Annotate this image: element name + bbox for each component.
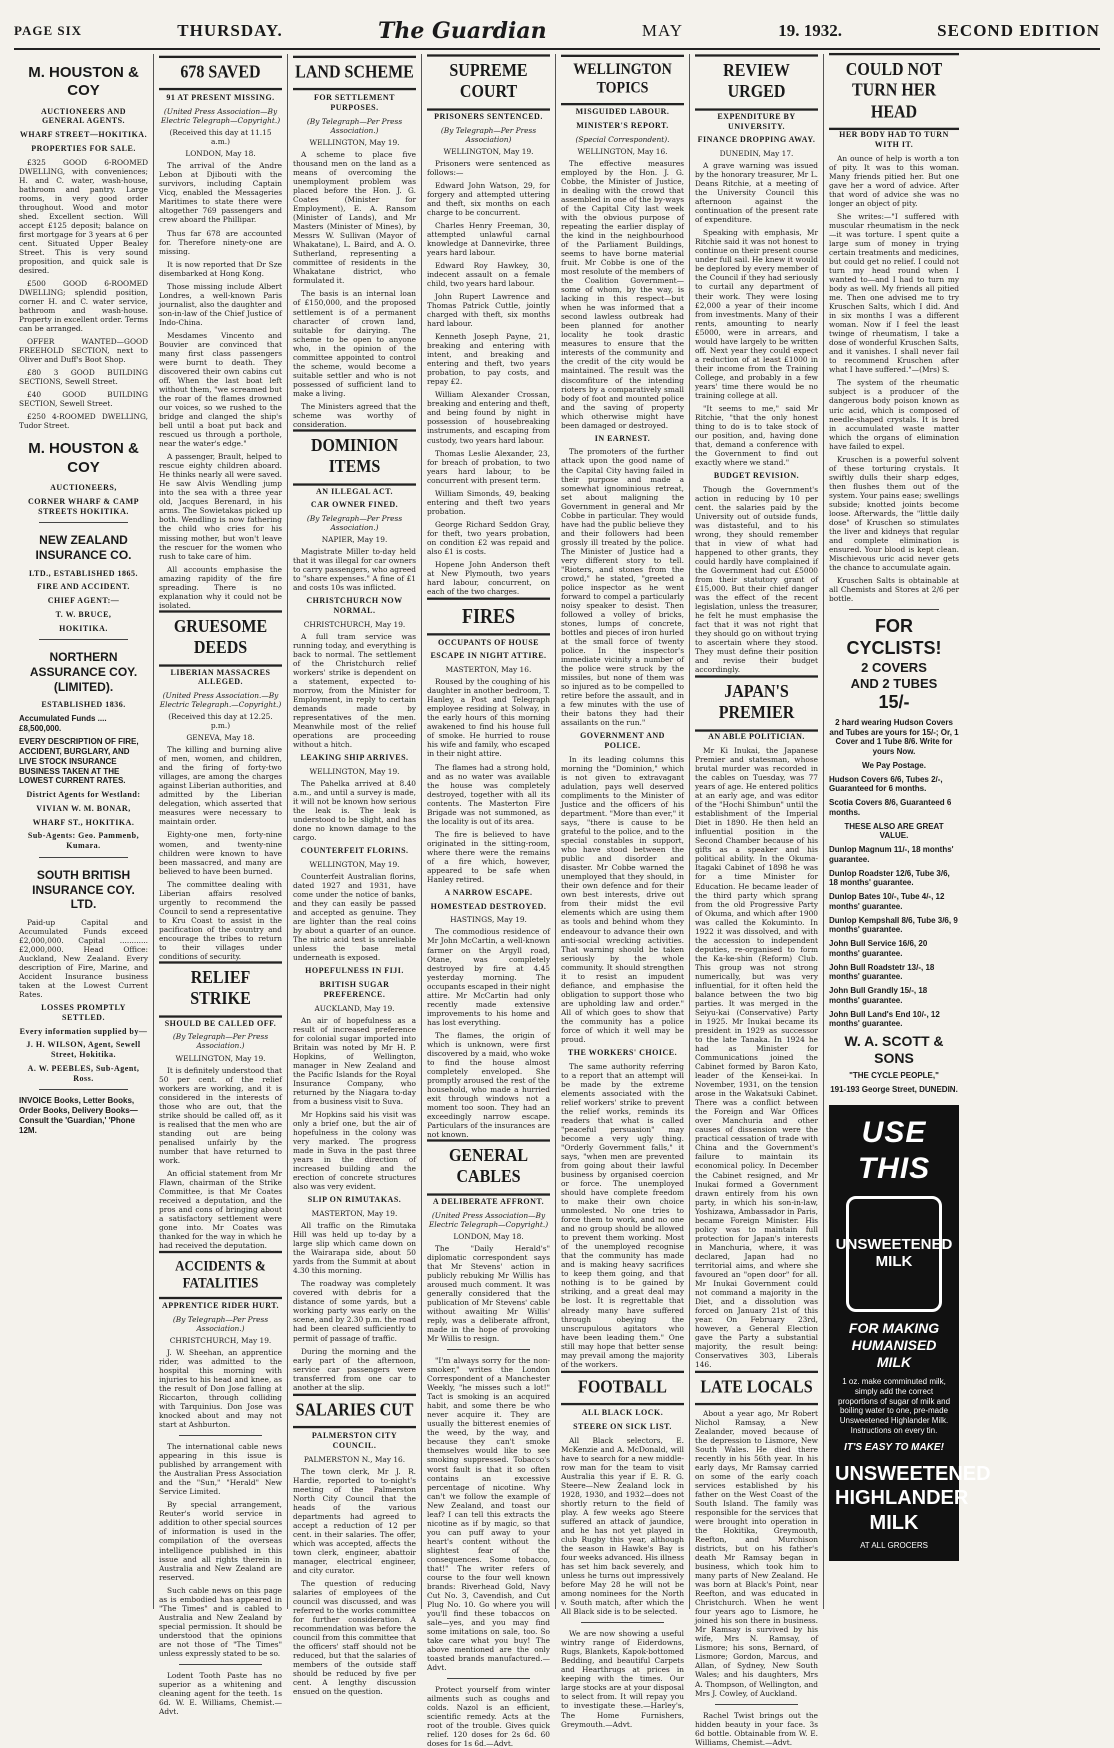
insurer-established: LTD., ESTABLISHED 1865.	[28, 568, 139, 578]
article-dateline: AUCKLAND, May 19.	[314, 1003, 395, 1013]
divider	[447, 1678, 530, 1679]
article-subheading: HOMESTEAD DESTROYED.	[430, 901, 547, 911]
cyclist-ad-line: AND 2 TUBES	[850, 675, 938, 691]
article-paragraph: The question of reducing salaries of employees of the council was discussed, and was referred to the works committee for further consideration. A recommendation was before the council from this committee that the officers' staff should not be reduced, but that the salaries of members of the outside staff should be reduced by five per cent. A lengthy discussion ensued on the question.	[293, 1579, 416, 1697]
insurer-agent-name: VIVIAN W. M. BONAR,	[36, 803, 131, 813]
article-headline: COULD NOT TURN HER HEAD	[829, 53, 959, 130]
property-listing: OFFER WANTED—GOOD FREEHOLD SECTION, next to Oliver and Duff's Boot Shop.	[19, 337, 148, 365]
article-paragraph: She writes:—"I suffered with muscular rheumatism in the neck—it was torture. I spent quite a large sum of money in trying certain treatments and medicines, but could get no relief. I could not turn my head round when I wanted to—and I had to turn my body as well. My friends all pitied me. Then one advised me to try Kruschen Salts, which I did. And in six months I was a different woman. Now if I feel the least twinge of rheumatism, I take a dose of wonderful Kruschen Salts, and it vanishes. I shall never fail to recommend Kruschen after what I have suffered."—(Mrs) S.	[829, 211, 959, 375]
cyclist-ad-item: THESE ALSO ARE GREAT VALUE.	[844, 821, 944, 841]
article-subheading: PRISONERS SENTENCED.	[434, 111, 543, 121]
article-paragraph: All Black selectors, E. McKenzie and A. McDonald, will have to search for a new middle-row man for the team to visit Australia this year if E. R. G. Steere—New Zealand lock in 1928, 1930, and 1932—does not shortly return to the field of play. A few weeks ago Steere suffered an attack of jaundice, and he has not yet played in club Rugby this year, although the season in Hawke's Bay is four weeks advanced. His illness has set him back severely, and unless he turns out impressively before May 28 he will not be among nominees for the North v. South match, after which the All Black side is to be selected.	[561, 1435, 684, 1617]
milk-ad-description: 1 oz. make comminuted milk, simply add the correct proportions of sugar of milk and boiling water to one, pre-made Unsweetened Highlander Milk. Instructions on every tin.	[837, 1377, 951, 1435]
article-credit: (United Press Association—By Electric Telegraph—Copyright.)	[160, 107, 281, 126]
article-paragraph: It is now reported that Dr Sze disembarked at Hong Kong.	[159, 259, 282, 278]
article-paragraph: The fire is believed to have originated in the sitting-room, where there were the remains of a fire which, however, appeared to be safe when Hanley retired.	[427, 829, 550, 884]
insurer-funds: Accumulated Funds .... £8,500,000.	[19, 713, 107, 733]
article-headline: SUPREME COURT	[427, 54, 550, 110]
article-paragraph: The promoters of the further attack upon the good name of the Capital City having failed in their purpose and made a somewhat ignominious retreat, set about maligning the Government in general and Mr Cobbe in particular. They would have had the public believe they and their followers had been grossly ill treated by the police. The Minister of Justice had a very different story to tell. "Rioters, and stones from the crowd," he stated, "greeted a police inspector as he went forward to compel a particularly noisy speaker to desist. Then followed a volley of bricks, stones, lumps of concrete, bottles and pieces of iron hurled at the small force of twenty police. In the inspector's immediate vicinity a number of the police were struck by the missiles, but none of them was so injured as to be compelled to retire before the assault, and in a few minutes with the use of their batons they had their assailants on the run."	[561, 447, 684, 728]
article-paragraph: The system of the rheumatic subject is a producer of the dangerous body poison known as uric acid, which is composed of needle-shaped crystals. It is bred in accumulated waste matter which the organs of elimination have failed to expel.	[829, 378, 959, 451]
article-headline: FOOTBALL	[561, 1370, 684, 1405]
article-subheading: FOR SETTLEMENT PURPOSES.	[313, 93, 395, 113]
article-headline: WELLINGTON TOPICS	[561, 55, 684, 106]
divider	[849, 609, 939, 610]
article-paragraph: Those missing include Albert Londres, a well-known Paris journalist, also the daughter and son-in-law of the Chief Justice of Indo-China.	[159, 281, 282, 327]
article-paragraph: The roadway was completely covered with debris for a distance of some yards, but a working party was early on the scene, and by 2.30 p.m. the road had been cleared sufficiently to permit of passage of traffic.	[293, 1279, 416, 1343]
insurer-losses: LOSSES PROMPTLY SETTLED.	[41, 1003, 126, 1022]
article-dateline: WELLINGTON, May 19.	[443, 146, 534, 156]
firm-address: CORNER WHARF & CAMP STREETS HOKITIKA.	[27, 496, 140, 516]
cyclist-ad-postage: We Pay Postage.	[862, 760, 926, 770]
article-paragraph: Prisoners were sentenced as follows:—	[427, 158, 550, 177]
cyclist-ad-item: Dunlop Magnum 11/-, 18 months' guarantee.	[829, 845, 954, 864]
article-dateline: WELLINGTON, May 19.	[309, 137, 400, 147]
article-paragraph: An ounce of help is worth a ton of pity. It was to this woman. Many friends pitied her. But one gave her a word of advice. After that word of advice she was no longer an object of pity.	[829, 153, 959, 208]
article-paragraph: Kruschen is a powerful solvent of these torturing crystals. It swiftly dulls their sharp edges, then flushes them out of the system. Your pains ease; swellings subside; knotted joints become loose. Afterwards, the "little daily dose" of Kruschen so stimulates the liver and kidneys that regular and complete elimination is ensured. Your blood is kept clean. Mischievous uric acid never gets the chance to accumulate again.	[829, 454, 959, 573]
cyclist-ad-item: John Bull Service 16/6, 20 months' guarantee.	[829, 939, 928, 958]
article-credit: (United Press Association.—By Electric Telegraph.—Copyright.)	[159, 691, 282, 710]
article-subheading: OCCUPANTS OF HOUSE	[437, 637, 539, 647]
article-paragraph: The same authority referring to a report that an attempt will be made by the extreme elements associated with the relief workers' strike to prevent the relief works, reminds its readers that what is called "peaceful persuasion" may become a very ugly thing. "Orderly Government falls," it says, "when men are prevented from going about their lawful business by organised coercion or force. The unemployed should have complete freedom to make their own choice unmolested. No one tries to force them to work, and no one and no group should be allowed to prevent them working. Most of the unemployed recognise that the community has made and is making heavy sacrifices to keep them going, and that nothing is to be gained by striking, and a great deal may be lost. It is regrettable that already many have suffered through obeying the unscrupulous agitators who have been leading them." One still may hope that better sense may prevail among the majority of the workers.	[561, 1061, 684, 1369]
notice-paragraph: The international cable news appearing in this issue is published by arrangement with the Australian Press Association and the "Sun," "Herald" New Service Limited.	[159, 1442, 282, 1497]
article-headline: DOMINION ITEMS	[293, 429, 416, 485]
article-headline: FIRES	[427, 598, 550, 636]
article-headline: SALARIES CUT	[293, 1393, 416, 1428]
firm-name: M. HOUSTON & COY	[28, 64, 139, 100]
insurer-agent-label: CHIEF AGENT:—	[47, 596, 120, 606]
article-paragraph: An official statement from Mr Flawn, chairman of the Strike Committee, is that Mr Coates received a deputation, and the pros and cons of bringing about a satisfactory settlement were gone into. Mr Coates was thanked for the way in which he had received the deputation.	[159, 1168, 282, 1251]
article-headline: LAND SCHEME	[293, 56, 416, 91]
article-dateline: GENEVA, May 18.	[186, 733, 255, 743]
article-subheading: CHRISTCHURCH NOW NORMAL.	[306, 596, 403, 616]
article-subheading: ALL BLACK LOCK.	[581, 1408, 664, 1418]
article-paragraph: Kenneth Joseph Payne, 21, breaking and entering with intent, and breaking and entering and theft, two years probation, to pay costs, and repay £2.	[427, 332, 550, 387]
column-6	[690, 54, 824, 1747]
advert-paragraph: Protect yourself from winter ailments such as coughs and colds. Nazol is an efficient, scientific remedy. Acts at the root of the trouble. Gives quick relief. 120 doses for 2s 6d. 60 doses for 1s 6d.—Advt.	[427, 1685, 550, 1748]
insurer-name: NORTHERN ASSURANCE COY. (LIMITED).	[29, 650, 138, 694]
divider	[581, 1622, 664, 1623]
milk-ad-for: FOR MAKING HUMANISED MILK	[848, 1319, 940, 1370]
article-subheading: CAR OWNER FINED.	[310, 500, 399, 510]
milk-ad-brand: UNSWEETENED HIGHLANDER MILK	[835, 1462, 991, 1534]
insurer-type: FIRE AND ACCIDENT.	[37, 582, 130, 592]
article-headline: JAPAN'S PREMIER	[695, 675, 818, 731]
article-paragraph: The committee dealing with Liberian affairs resolved urgently to recommend the Council to send a representative to Kru Coast to assist in the pacification of the country and encourage the tribes to return to their villages under conditions of security.	[159, 879, 282, 961]
property-listing: £250 4-ROOMED DWELLING, Tudor Street.	[19, 412, 148, 431]
article-dateline: MASTERTON, May 16.	[445, 665, 532, 675]
article-dateline: WELLINGTON, May 16.	[577, 146, 668, 156]
article-paragraph: Thus far 678 are accounted for. Therefore ninety-one are missing.	[159, 228, 282, 256]
article-paragraph: It is definitely understood that 50 per cent. of the relief workers are working, and it is considered in the interests of those who are out, that the strike should be called off, as it is realised that the men who are standing out are being penalised unfairly by the number that have returned to work.	[159, 1065, 282, 1165]
article-paragraph: J. W. Sheehan, an apprentice rider, was admitted to the hospital this morning with injuries to his head and knee, as the result of Don Jose falling at Riccarton, through colliding with Tarquinius. Don Jose was knocked about and may not start at Ashburton.	[159, 1347, 282, 1430]
milk-ad-headline: USE THIS	[857, 1115, 931, 1186]
cyclist-ad-item: Scotia Covers 8/6, Guaranteed 6 months.	[829, 798, 952, 817]
masthead	[14, 14, 1100, 50]
article-paragraph: The Ministers agreed that the scheme was worthy of consideration.	[293, 401, 416, 429]
milk-ad-where: AT ALL GROCERS	[860, 1540, 928, 1550]
article-credit: (By Telegraph—Per Press Association.)	[306, 116, 403, 135]
article-subheading: 91 AT PRESENT MISSING.	[166, 93, 275, 103]
article-subheading: AN ABLE POLITICIAN.	[708, 732, 805, 742]
article-subheading: LEAKING SHIP ARRIVES.	[300, 753, 409, 763]
insurer-sub-agents: Sub-Agents: Geo. Pammenb, Kumara.	[27, 831, 140, 851]
article-paragraph: The flames, the origin of which is unknown, were first discovered by a maid, who woke to find the house almost completely enveloped. She promptly aroused the rest of the household, who made a hurried exit through windows not a moment too soon. They had an exceedingly narrow escape. Particulars of the insurances are not known.	[427, 1030, 550, 1140]
article-subheading: IN EARNEST.	[594, 433, 651, 443]
article-paragraph: Edward John Watson, 29, for forgery and attempted uttering and theft, six months on each charge to be concurrent.	[427, 180, 550, 217]
divider	[39, 857, 128, 858]
cyclist-ad-price: 15/-	[878, 691, 910, 712]
article-subheading: LIBERIAN MASSACRES ALLEGED.	[170, 667, 271, 687]
cyclist-ad-item: John Bull Grandly 15/-, 18 months' guarantee.	[829, 986, 928, 1005]
article-subheading: SHOULD BE CALLED OFF.	[164, 1018, 277, 1028]
insurer-name: SOUTH BRITISH INSURANCE COY. LTD.	[32, 867, 135, 912]
cyclist-ad-item: John Bull Roadstetr 13/-, 18 months' guarantee.	[829, 962, 935, 982]
article-dateline: LONDON, May 18.	[185, 149, 256, 159]
cyclist-ad-description: 2 hard wearing Hudson Covers and Tubes are yours for 15/-; Or, 1 Cover and 1 Tube 8/6. Write for yours Now.	[829, 717, 959, 756]
article-subheading: MISGUIDED LABOUR.	[575, 107, 670, 117]
insurer-agents-label: District Agents for Westland:	[26, 790, 141, 800]
article-paragraph: The arrival of the Andre Lebon at Djibouti with the survivors, including Captain Vicq, enabled the Messageries Maritimes to state there were altogether 769 passengers and crew aboard the Phillipar.	[159, 161, 282, 225]
properties-heading: PROPERTIES FOR SALE.	[31, 143, 136, 153]
advert-paragraph: Rachel Twist brings out the hidden beauty in your face. 3s 6d bottle. Obtainable from W. E. Williams, Chemist.—Advt.	[695, 1710, 818, 1747]
article-paragraph: All traffic on the Rimutaka Hill was held up to-day by a large slip which came down on the Wairarapa side, about 50 yards from the Summit at about 4.30 this morning.	[293, 1221, 416, 1276]
article-paragraph: Speaking with emphasis, Mr Ritchie said it was not honest to continue on their present course under full sail. He knew it would be deplored by every member of the Council if they had seriously to curtail any department of their work. They were losing £2,000 a year of their income from investments. Many of their rents, amounting to nearly £5000, were in arrears, and would have largely to be written off. Next year they could expect a reduction of at least £1000 in their income from the Training College, and probably in a few years' time there would be no training college at all.	[695, 228, 818, 400]
article-subheading: BUDGET REVISION.	[713, 471, 800, 481]
article-subheading: COUNTERFEIT FLORINS.	[300, 846, 409, 856]
article-dateline: WELLINGTON, May 19.	[309, 860, 400, 870]
article-paragraph: Charles Henry Freeman, 30, attempted unlawful carnal knowledge at Dannevirke, three years hard labour.	[427, 220, 550, 257]
date: 19. 1932.	[778, 21, 842, 40]
article-paragraph: Magistrate Miller to-day held that it was illegal for car owners to carry passengers, who agreed to "share expenses." A fine of £1 and costs 10s was inflicted.	[293, 547, 416, 593]
article-credit: (By Telegraph—Per Press Association.)	[306, 514, 403, 533]
article-subheading: BRITISH SUGAR PREFERENCE.	[319, 980, 390, 999]
cyclist-ad-item: John Bull Land's End 10/-, 12 months' guarantee.	[829, 1009, 940, 1029]
article-dateline: NAPIER, May 19.	[321, 535, 388, 545]
article-paragraph: A passenger, Brault, helped to rescue eighty children aboard. He thinks nearly all were saved. He saw Alvis Wendling jump into the sea with a three year old, Jacques Berenard, in his arms. The Sowietakas picked up both. Wendling is now fathering the child who cries for his missing mother, but won't leave the rescuer for the women who rush to take care of him.	[159, 452, 282, 561]
article-paragraph: George Richard Seddon Gray, for theft, two years probation, on condition £2 was repaid and also £1 is costs.	[427, 519, 550, 556]
column-7	[824, 54, 991, 1609]
invoice-ad: INVOICE Books, Letter Books, Order Books, Delivery Books—Consult the 'Guardian,' 'Phone 12M.	[19, 1096, 138, 1135]
article-paragraph: William Alexander Crossan, breaking and entering and theft, and being found by night in possession of housebreaking instruments, and escaping from custody, two years hard labour.	[427, 390, 550, 445]
article-dateline: MASTERTON, May 19.	[311, 1209, 398, 1219]
advert-paragraph: We are now showing a useful wintry range of Eiderdowns, Rugs, Blankets, Kapok-bottomed Bedding, and beautiful Carpets and Hearthrugs at prices in keeping with the times. Our large stocks are at your disposal to select from. It will repay you to investigate these.—Harley's, The Home Furnishers, Greymouth.—Advt.	[561, 1629, 684, 1729]
article-headline: REVIEW URGED	[695, 54, 818, 110]
article-paragraph: The killing and burning alive of men, women, and children, and the firing of forty-two villages, are among the charges against Liberian authorities, and admitted by the Liberian delegation, which asserted that measures were necessary to maintain order.	[159, 745, 282, 827]
article-paragraph: The Pahelka arrived at 8.40 a.m., and until a survey is made, it will not be known how serious the leak is. The leak is understood to be slight, and has done no known damage to the cargo.	[293, 779, 416, 843]
article-paragraph: William Simonds, 49, beaking entering and theft two years probation.	[427, 488, 550, 516]
article-credit: (By Telegraph—Per Press Association)	[440, 125, 537, 144]
article-paragraph: An air of hopefulness as a result of increased preference for colonial sugar imported into Britain was noted by Mr H. P. Hopkins, of Wellington, manager in New Zealand and the Pacific Islands for the Royal Insurance Company, who returned by the Niagara to-day from a business visit to Suva.	[293, 1015, 416, 1107]
article-paragraph: The commodious residence of Mr John McCartin, a well-known farmer on the Argyll road, Otane, was completely destroyed by fire at 4.45 yesterday morning. The occupants escaped in their night attire. Mr McCartin had only recently made extensive improvements to his home and has lost everything.	[427, 927, 550, 1027]
cyclist-ad-item: Dunlop Bates 10/-, Tube 4/-, 12 months' guarantee.	[829, 892, 945, 911]
edition: SECOND EDITION	[937, 21, 1100, 40]
article-subheading: SLIP ON RIMUTAKAS.	[307, 1195, 402, 1205]
insurer-sub-agent: A. W. PEEBLES, Sub-Agent, Ross.	[27, 1063, 140, 1083]
article-paragraph: All accounts emphasise the amazing rapidity of the fire spreading. There is no explanation why it could not be isolated.	[159, 564, 282, 610]
advert-paragraph: "I'm always sorry for the non-smoker," writes the London Correspondent of a Manchester Weekly, "he misses such a lot!" Tact is smoking is an acquired habit, and some there be who never acquire it. They are usually the bitterest enemies of the weed, by the way, and because they can't smoke themselves would like to see smoking suppressed. Tobacco's worst fault is that it so often contains an excessive percentage of nicotine. Why can't we follow the example of New Zealand, and toast our leaf? I can tell this extracts the nicotine as if by magic, so that you can puff away to your heart's content without the slightest fear of the consequences. Some tobacco, that!" The writer refers of course to the four well known brands: Riverhead Gold, Navy Cut No. 3, Cavendish, and Cut Plug No. 10. Go where you will you'll find these tobaccos on sale—yes, and you may find some imitations on sale, too. So take care what you buy! The above mentioned are the only toasted brands manufactured.—Advt.	[427, 1356, 550, 1673]
article-paragraph: Hopene John Anderson theft at New Plymouth, two years hard labour, concurrent, on each of the two charges.	[427, 559, 550, 596]
article-paragraph: Eighty-one men, forty-nine women, and twenty-nine children were known to have been massacred, and many are believed to have been burned.	[159, 830, 282, 876]
article-paragraph: During the morning and the early part of the afternoon, service car passengers were transferred from one car to another at the slip.	[293, 1346, 416, 1392]
article-subheading: PALMERSTON CITY COUNCIL.	[311, 1431, 398, 1450]
weekday: THURSDAY.	[177, 21, 283, 40]
article-subheading: EXPENDITURE BY UNIVERSITY.	[717, 111, 796, 131]
page-number: PAGE SIX	[14, 23, 83, 38]
article-subheading: FINANCE DROPPING AWAY.	[697, 135, 816, 145]
divider	[179, 1435, 262, 1436]
article-paragraph: Roused by the coughing of his daughter in another bedroom, T. Hanley, a Post and Telegraph employee residing at Solway, in the early hours of this morning awakened to find his house full of smoke. He hurried to rouse his wife and family, who escaped in their night attire.	[427, 677, 550, 759]
newspaper-title: The Guardian	[378, 18, 547, 44]
notice-paragraph: Such cable news on this page as is embodied has appeared in "The Times" and is cabled to Australia and New Zealand by special permission. It should be understood that the opinions are not those of "The Times" unless expressly stated to be so.	[159, 1585, 282, 1658]
notice-paragraph: By special arrangement, Reuter's world service in addition to other special sources of information is used in the compilation of the overseas intelligence published in this issue and all rights therein in Australia and New Zealand are reserved.	[159, 1500, 282, 1582]
divider	[39, 639, 128, 640]
article-credit: (Special Correspondent).	[575, 134, 670, 144]
article-paragraph: In its leading columns this morning the "Dominion," which is not given to extravagant adulation, pays well deserved compliments to the Minister of Justice and the officers of his department. "More than ever," it says, "there is cause to be grateful to the police, and to the special constables in support, who have stood between the public and disorder and disaster. Mr Cobbe warned the unemployed that they should, in their own defence and for their own best interests, drive out from their midst the evil elements which are using them as tools and behind whom they endeavour to advance their own anti-social wrecking activities. That warning should be taken seriously by the whole community. It should strengthen it to resist an impudent defiance, and emphasise the obligation to support those who are upholding law and order." All of which goes to show that the community has a police force of which it well may be proud.	[561, 754, 684, 1044]
insurer-agent-address: WHARF ST., HOKITIKA.	[32, 817, 135, 827]
milk-can-icon	[835, 1196, 953, 1312]
property-listing: £500 GOOD 6-ROOMED DWELLING; splendid position, corner H. and C. water service, bathroom and wash-house. Property in excellent order. Terms can be arranged.	[19, 279, 148, 334]
article-subheading: AN ILLEGAL ACT.	[316, 486, 393, 496]
page-columns	[14, 54, 1100, 1748]
divider	[715, 1704, 798, 1705]
cyclist-ad-line: 2 COVERS	[861, 660, 927, 676]
article-dateline: PALMERSTON N., May 16.	[303, 1454, 406, 1464]
article-paragraph: The basis is an internal loan of £150,000, and the proposed settlement is of a permanent character of crown land, suitable for dairying. The scheme to be open to anyone who, in the opinion of the committee appointed to control the scheme, would become a suitable settler and who is not possessed of sufficient land to make a living.	[293, 289, 416, 398]
article-headline: LATE LOCALS	[695, 1371, 818, 1406]
article-received: (Received this day at 12.25. p.m.)	[168, 712, 273, 731]
article-subheading: HER BODY HAD TO TURN WITH IT.	[839, 130, 949, 149]
article-paragraph: Mesdames Vincento and Bouvier are convinced that many first class passengers were burnt to death. They discovered their own cabins cut off. When the last boat left without them, "we screamed but the roar of the flames drowned our voices, so we rushed to the bridge and clanged the ship's bell until a boat put back and rescued us through a porthole, near the water's edge."	[159, 330, 282, 449]
article-paragraph: The flames had a strong hold, and as no water was available the house was completely destroyed, together with all its contents. The Masterton Fire Brigade was not summoned, as the locality is out of its area.	[427, 762, 550, 826]
article-subheading: HOPEFULNESS IN FIJI.	[305, 966, 404, 976]
month: MAY	[641, 21, 683, 40]
divider	[39, 1089, 128, 1090]
insurer-established: ESTABLISHED 1836.	[41, 700, 126, 710]
cyclist-ad-item: Dunlop Kempshall 8/6, Tube 3/6, 9 months' guarantee.	[829, 915, 958, 935]
cyclist-ad-tagline: "THE CYCLE PEOPLE,"	[849, 1071, 939, 1081]
cyclist-ad-address: 191-193 George Street, DUNEDIN.	[830, 1084, 958, 1094]
article-subheading: THE WORKERS' CHOICE.	[567, 1047, 678, 1057]
insurer-agent-town: HOKITIKA.	[59, 623, 108, 633]
article-headline: RELIEF STRIKE	[159, 961, 282, 1017]
column-3	[288, 54, 422, 1697]
article-paragraph: Mr Hopkins said his visit was only a brief one, but the air of hopefulness in the colony was very marked. The progress made in Suva in the past three years in the direction of increased building and the erection of concrete structures also was very evident.	[293, 1110, 416, 1192]
article-dateline: LONDON, May 18.	[453, 1231, 524, 1241]
insurer-description: EVERY DESCRIPTION OF FIRE, ACCIDENT, BURGLARY, AND LIVE STOCK INSURANCE BUSINESS TAKEN AT THE LOWEST CURRENT RATES.	[19, 737, 139, 786]
firm-subtitle: AUCTIONEERS AND GENERAL AGENTS.	[40, 106, 127, 126]
article-subheading: STEERE ON SICK LIST.	[573, 1421, 672, 1431]
article-paragraph: The "Daily Herald's" diplomatic correspondent says that Mr Stevens' action in publicly rebuking Mr Willis has aroused much comment. It was generally considered that the publication of Mr Stevens' cable without awaiting Mr Willis' reply, was a deliberate affront, made in the hope of provoking Mr Willis to resign.	[427, 1243, 550, 1344]
article-subheading: APPRENTICE RIDER HURT.	[161, 1301, 280, 1311]
article-paragraph: "It seems to me," said Mr Ritchie, "that the only honest thing to do is to take stock of our position, and, having done that, demand a conference with the Government to find out exactly where we stand."	[695, 403, 818, 468]
advert-paragraph: Lodent Tooth Paste has no superior as a whitening and cleaning agent for the teeth. 1s 6d. W. E. Williams, Chemist.—Advt.	[159, 1670, 282, 1717]
article-credit: (By Telegraph—Per Press Association.)	[172, 1032, 269, 1051]
article-paragraph: Counterfeit Australian florins, dated 1927 and 1931, have come under the notice of banks, and they can easily be passed and accepted as genuine. They are lighter than the real coins by about a quarter of an ounce. The nitric acid test is unreliable unless the base metal underneath is exposed.	[293, 872, 416, 963]
article-paragraph: The town clerk, Mr J. R. Hardie, reported to to-night's meeting of the Palmerston North City Council that the heads of the various departments had agreed to accept a reduction of 12 per cent. in their salaries. The offer, which was accepted, affects the town clerk, engineer, abattoir manager, electrical engineer, and city curator.	[293, 1466, 416, 1575]
insurer-name: NEW ZEALAND INSURANCE CO.	[35, 533, 132, 562]
article-paragraph: Though the Government's action in reducing by 10 per cent. the salaries paid by the University out of outside funds, was distasteful, and to his wrong, they should remember that in view of what had happened to other grants, they could hardly have complained if the Government had cut £5000 from their statutory grant of £15,000. But their chief danger was the effect of the recent legislation, unless the treasurer, he felt he must emphasise the fact that it was not right that they should go on without trying to ascertain where they stood. They must define their position and revise their budget accordingly.	[695, 484, 818, 675]
firm-subtitle: AUCTIONEERS,	[50, 483, 117, 493]
article-subheading: GOVERNMENT AND POLICE.	[580, 731, 665, 751]
article-subheading: ESCAPE IN NIGHT ATTIRE.	[430, 651, 547, 661]
insurer-agent-name: T. W. BRUCE,	[55, 609, 112, 619]
article-paragraph: A scheme to place five thousand men on the land as a means of overcoming the unemployment problem was placed before the Hon. J. G. Coates (Minister for Employment), E. A. Ransom (Minister of Lands), and Mr Masters (Minister of Mines), by Messrs W. Sullivan (Mayor of Whakatane), L. Baird, and A. O. Sutherland, representing a committee of residents in the Whakatane district, who formulated it.	[293, 149, 416, 286]
article-paragraph: John Rupert Lawrence and Thomas Patrick Cuttle, jointly charged with theft, six months hard labour.	[427, 292, 550, 329]
article-received: (Received this day at 11.15 a.m.)	[169, 128, 272, 147]
insurer-info: Every information supplied by—	[19, 1026, 148, 1036]
article-paragraph: A full tram service was running today, and everything is back to normal. The settlement of the Christchurch relief workers' strike is dependent on a statement, expected to-morrow, from the Minister for Employment, in reply to certain demands made by representatives of the men. Meanwhile most of the relief operations are proceeding without a hitch.	[293, 631, 416, 750]
property-listing: £80 3 GOOD BUILDING SECTIONS, Sewell Street.	[19, 368, 148, 387]
divider	[39, 522, 128, 523]
article-paragraph: The effective measures employed by the Hon. J. G. Cobbe, the Minister of Justice, in dealing with the crowd that assembled in one of the by-ways of the Capital City last week with the obvious purpose of repeating the earlier display of the kind in the neighbourhood of the Parliament Buildings, seems to have borne material fruit. Mr Cobbe is one of the most resolute of the members of the Coalition Government—some of whom, by the way, is lacking in this respect—but when he was informed that a second lawless outbreak had been planned for another locality he took drastic measures to ensure that the interests of the community and the credit of the city would be maintained. The result was the discomfiture of the intending rioters by a comparatively small body of foot and mounted police and the saving of property which otherwise might have been damaged or destroyed.	[561, 158, 684, 430]
article-headline: GENERAL CABLES	[427, 1139, 550, 1195]
article-headline: ACCIDENTS & FATALITIES	[159, 1251, 282, 1299]
article-dateline: CHRISTCHURCH, May 19.	[169, 1335, 272, 1345]
article-credit: (United Press Association—By Electric Telegraph—Copyright.)	[428, 1210, 549, 1229]
cyclist-ad-item: Hudson Covers 6/6, Tubes 2/-, Guaranteed for 6 months.	[829, 774, 943, 794]
insurer-capital: Paid-up Capital and Accumulated Funds exceed £2,000,000. Capital ............ £2,000,000. Head Office: Auckland, New Zealand. Every description of Fire, Marine, and Accident Insurance business taken at the Lowest Current Rates.	[19, 917, 148, 1000]
article-headline: 678 SAVED	[159, 56, 282, 91]
article-dateline: DUNEDIN, May 17.	[719, 149, 794, 159]
column-4	[422, 54, 556, 1748]
article-subheading: A DELIBERATE AFFRONT.	[432, 1196, 545, 1206]
column-5	[556, 54, 690, 1729]
column-2	[154, 54, 288, 1717]
milk-ad-tagline: IT'S EASY TO MAKE!	[844, 1441, 944, 1453]
article-dateline: CHRISTCHURCH, May 19.	[303, 619, 406, 629]
property-listing: £40 GOOD BUILDING SECTION, Sewell Street.	[19, 390, 148, 409]
article-paragraph: A grave warning was issued by the honorary treasurer, Mr L. Deans Ritchie, at a meeting of the University Council this afternoon against the continuation of the present rate of expenditure.	[695, 161, 818, 225]
article-subheading: A NARROW ESCAPE.	[444, 887, 533, 897]
divider	[447, 1349, 530, 1350]
article-paragraph: Mr Ki Inukai, the Japanese Premier and statesman, whose brutal murder was recorded in the cables on Tuesday, was 77 years of age. He entered politics at an early age, and was editor of the "Hochi Shimbun" until the establishment of the Imperial Diet in 1890. He then held an influential position in the Second Chamber because of his gifts as a speaker and his political ability. In the Okuma-Itagaki Cabinet of 1898 he was for a time Minister for Education. He became leader of the third party which sprang from the old Progressive Party of Okuma, and which after 1900 was called the Kokuminto. In 1922 it was dissolved, and with the accession to independent deputies, re-organised to form the Ka-ke-shin (Reform) Club. This group was not strong numerically, but was very influential, for it often held the balance between the two big parties. It was merged in the Seiyu-kai (Conservative) Party in 1925. Mr Inukai became its president in 1929 as successor to the late Tanaka. In 1924 he had as Minister for Communications joined the Cabinet formed by Baron Kato, leader of the Kensei-kai. In November, 1931, on the tension arose in the Wakatsuki Cabinet. There was a conflict between the Foreign and War Offices over Manchuria and other causes of dissension were the practical cessation of trade with China and the Government's failure to maintain its economical policy. In December the Cabinet resigned, and Mr Inukai formed a Government drawn entirely from his own party, in which his son-in-law, Yoshizawa, Ambassador in Paris, became Foreign Minister. His policy was to maintain full protection for Japan's interests in Manchuria, where, it was declared, Japan had no territorial aims, and where she favoured an "open door" for all. Mr Inukai Government could not command a majority in the Diet, and a dissolution was forced on January 21st of this year. On February 23rd, however, a General Election gave the Party a substantial majority, the result being: Conservatives 303, Liberals 146.	[695, 746, 818, 1370]
column-1-ads	[14, 54, 154, 1609]
article-dateline: WELLINGTON, May 19.	[175, 1053, 266, 1063]
property-listing: £325 GOOD 6-ROOMED DWELLING, with conveniences; H. and C. water, wash-house, bathroom and pantry. Large rooms, in very good order throughout. Wood and motor shed. Excellent section. Will accept £125 deposit; balance on first mortgage for 3 years at 6 per cent. Situated Upper Bealey Street. This is very sound proposition, and quick sale is desired.	[19, 157, 148, 275]
milk-can-label: UNSWEETENED MILK	[835, 1236, 953, 1270]
cyclist-ad-firm: W. A. SCOTT & SONS	[844, 1033, 944, 1067]
insurer-agent: J. H. WILSON, Agent, Sewell Street, Hokitika.	[26, 1040, 141, 1060]
divider	[179, 1664, 262, 1665]
article-paragraph: About a year ago, Mr Robert Nichol Ramsay, a New Zealander, moved because of the depression to Lismore, New South Wales. He died there recently in his 56th year. In his early days, Mr Ramsay carried on some of the early coach services established by his father on the West Coast of the South Island. The family was responsible for the services that were brought into operation in the Hokitika, Greymouth, Reefton, and Murchison districts, but on his father's death Mr Ramsay began in business, which took him to many parts of New Zealand. He was born at Black's Point, near Reefton, and was educated in Christchurch. When he went four years ago to Lismore, he joined his son there in business. Mr Ramsay is survived by his wife, Mrs N. Ramsay, of Lismore; his sons, Bernard, of Lismore; Gordon, Marcus, and Allan, of Sydney, New South Wales; and his daughters, Mrs A. Thompson, of Wellington, and Mrs J. Cowley, of Auckland.	[695, 1408, 818, 1698]
article-paragraph: Kruschen Salts is obtainable at all Chemists and Stores at 2/6 per bottle.	[829, 576, 959, 604]
article-headline: GRUESOME DEEDS	[159, 610, 282, 666]
article-subheading: MINISTER'S REPORT.	[576, 120, 669, 130]
article-dateline: WELLINGTON, May 19.	[309, 767, 400, 777]
firm-name: M. HOUSTON & COY	[28, 440, 139, 476]
firm-address: WHARF STREET—HOKITIKA.	[19, 130, 148, 140]
article-credit: (By Telegraph—Per Press Association.)	[172, 1314, 269, 1333]
article-paragraph: Thomas Leslie Alexander, 23, for breach of probation, to two years hard labour, to be concurrent with present term.	[427, 448, 550, 485]
article-paragraph: Edward Roy Hawkey, 30, indecent assault on a female child, two years hard labour.	[427, 260, 550, 288]
article-dateline: HASTINGS, May 19.	[450, 915, 527, 925]
cyclist-ad-item: Dunlop Roadster 12/6, Tube 3/6, 18 months' guarantee.	[829, 868, 950, 888]
cyclist-ad-heading: FOR CYCLISTS!	[846, 616, 942, 659]
milk-advertisement	[829, 1105, 991, 1561]
